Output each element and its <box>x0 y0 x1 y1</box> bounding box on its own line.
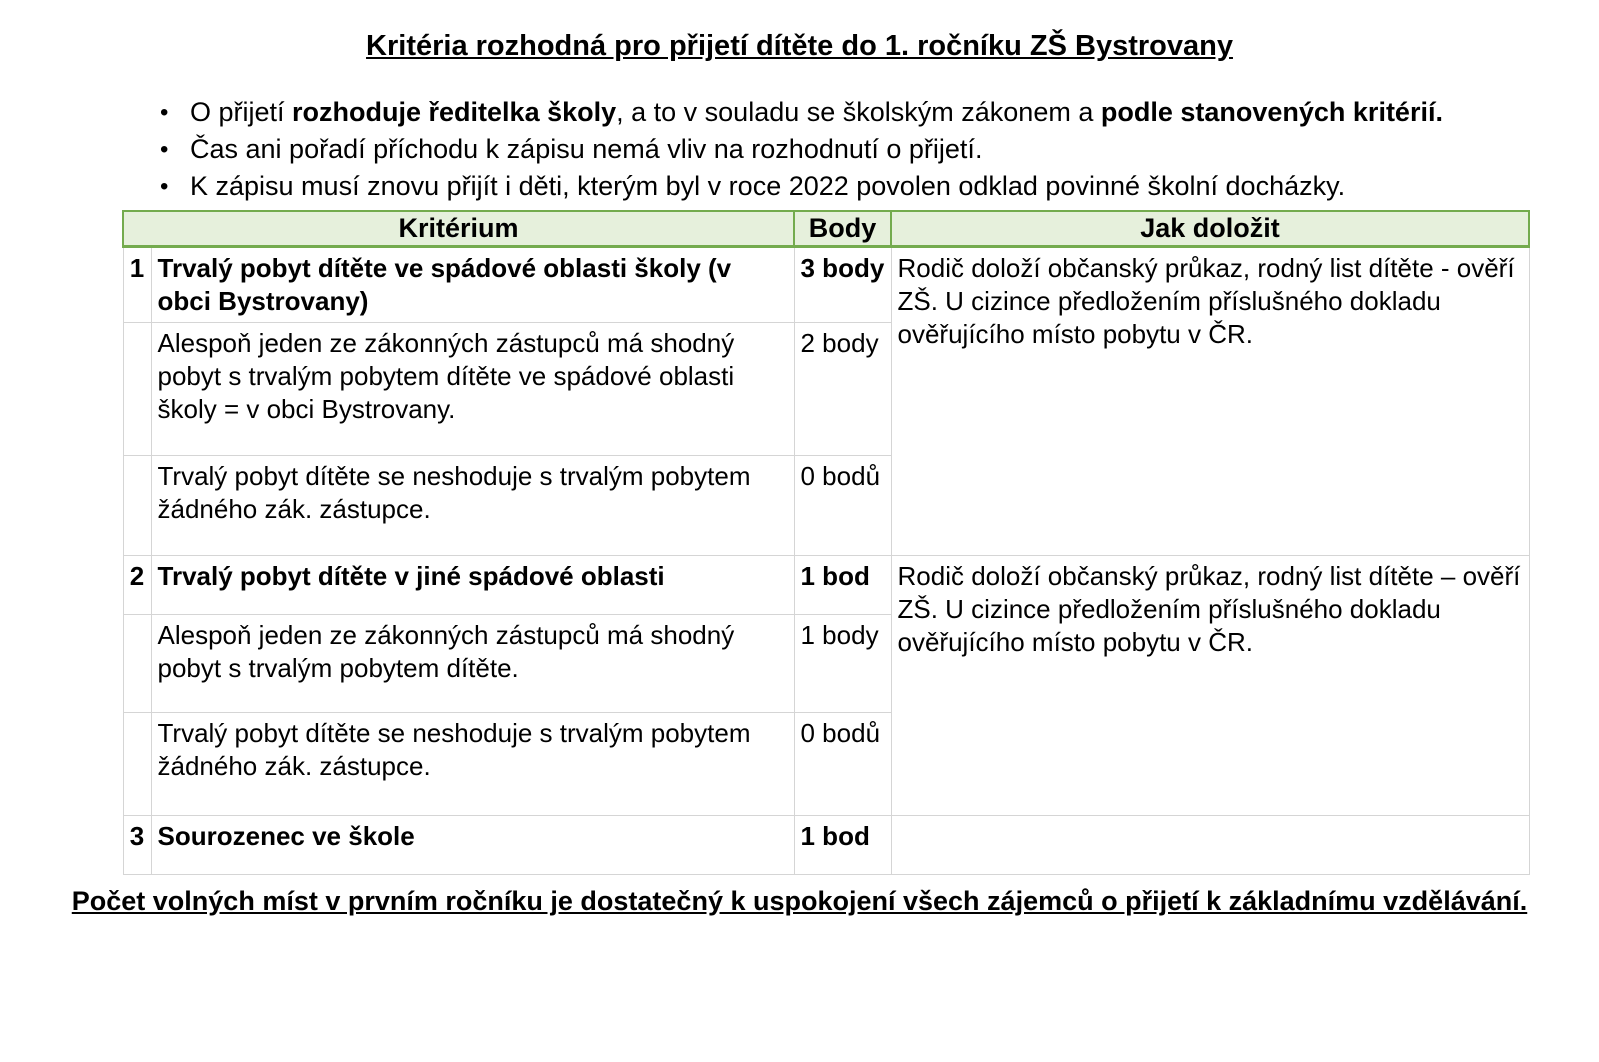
criterion-cell: Trvalý pobyt dítěte se neshoduje s trvalým pobytem žádného zák. zástupce. <box>151 712 794 815</box>
bullet-item-1 <box>158 94 1599 131</box>
intro-bullet-list <box>158 94 1599 205</box>
points-cell: 0 bodů <box>794 455 891 555</box>
bullet-1-seg-1: O přijetí <box>190 97 293 127</box>
proof-cell <box>891 815 1529 874</box>
bullet-item-3 <box>158 168 1599 205</box>
row-number <box>123 712 151 815</box>
page-title <box>0 28 1599 64</box>
header-cell-criterion: Kritérium <box>123 211 794 246</box>
row-number <box>123 455 151 555</box>
bullet-item-2 <box>158 131 1599 168</box>
bullet-3-text: K zápisu musí znovu přijít i děti, kterým byl v roce 2022 povolen odklad povinné školní docházky. <box>190 171 1346 201</box>
points-cell: 1 bod <box>794 555 891 614</box>
proof-cell: Rodič doloží občanský průkaz, rodný list dítěte – ověří ZŠ. U cizince předložením příslušného dokladu ověřujícího místo pobytu v ČR. <box>891 555 1529 815</box>
points-cell: 2 body <box>794 322 891 455</box>
bullet-2-text: Čas ani pořadí příchodu k zápisu nemá vliv na rozhodnutí o přijetí. <box>190 134 983 164</box>
page-title-text: Kritéria rozhodná pro přijetí dítěte do 1. ročníku ZŠ Bystrovany <box>366 30 1233 62</box>
footer-note <box>0 884 1599 918</box>
row-number <box>123 614 151 712</box>
criterion-cell: Alespoň jeden ze zákonných zástupců má shodný pobyt s trvalým pobytem dítěte. <box>151 614 794 712</box>
points-cell: 3 body <box>794 246 891 322</box>
row-number: 2 <box>123 555 151 614</box>
row-number: 1 <box>123 246 151 322</box>
points-cell: 0 bodů <box>794 712 891 815</box>
bullet-1-seg-3: , a to v souladu se školským zákonem a <box>616 97 1101 127</box>
criterion-cell: Alespoň jeden ze zákonných zástupců má shodný pobyt s trvalým pobytem dítěte ve spádové oblasti školy = v obci Bystrovany. <box>151 322 794 455</box>
row-number <box>123 322 151 455</box>
table-row <box>123 246 1529 322</box>
criterion-cell: Trvalý pobyt dítěte se neshoduje s trvalým pobytem žádného zák. zástupce. <box>151 455 794 555</box>
criterion-cell: Trvalý pobyt dítěte ve spádové oblasti školy (v obci Bystrovany) <box>151 246 794 322</box>
criteria-table <box>122 210 1530 875</box>
criterion-cell: Sourozenec ve škole <box>151 815 794 874</box>
header-cell-points: Body <box>794 211 891 246</box>
footer-note-text: Počet volných míst v prvním ročníku je dostatečný k uspokojení všech zájemců o přijetí k základnímu vzdělávání. <box>71 885 1528 916</box>
table-row <box>123 815 1529 874</box>
proof-cell: Rodič doloží občanský průkaz, rodný list dítěte - ověří ZŠ. U cizince předložením příslušného dokladu ověřujícího místo pobytu v ČR. <box>891 246 1529 555</box>
document-page <box>0 28 1599 1062</box>
bullet-1-seg-4: podle stanovených kritérií. <box>1100 97 1443 127</box>
table-row <box>123 555 1529 614</box>
row-number: 3 <box>123 815 151 874</box>
points-cell: 1 bod <box>794 815 891 874</box>
bullet-1-seg-2: rozhoduje ředitelka školy <box>292 97 617 127</box>
points-cell: 1 body <box>794 614 891 712</box>
criterion-cell: Trvalý pobyt dítěte v jiné spádové oblasti <box>151 555 794 614</box>
table-header-row <box>123 211 1529 246</box>
header-cell-proof: Jak doložit <box>891 211 1529 246</box>
